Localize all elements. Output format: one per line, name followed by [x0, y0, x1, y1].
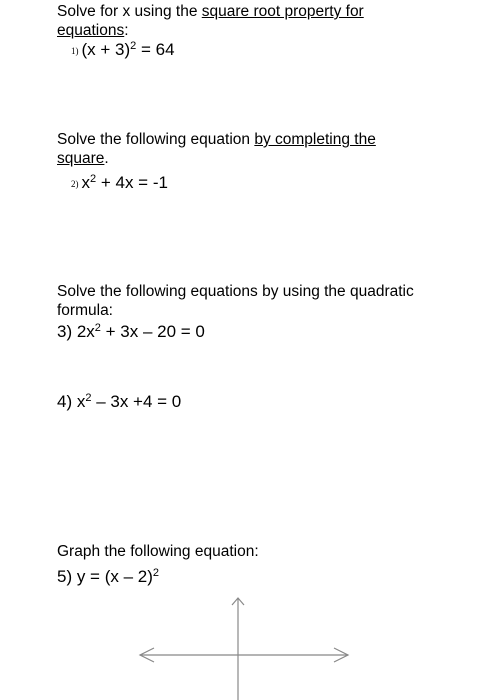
problem-5 — [57, 567, 159, 587]
completing-square-link: by completing the square — [57, 131, 376, 167]
exponent: 2 — [152, 567, 160, 579]
problem-2 — [71, 173, 168, 194]
exponent: 2 — [85, 392, 92, 404]
instruction-suffix: : — [124, 22, 129, 39]
instruction-text: Solve for x using the — [57, 3, 202, 20]
exponent: 2 — [94, 322, 101, 334]
completing-square-instruction — [57, 130, 417, 168]
instruction-text: Solve the following equation — [57, 131, 255, 148]
equation-prefix: 5) y = (x – 2) — [57, 567, 153, 586]
equation-base: (x + 3) — [81, 40, 131, 59]
problem-number: 1) — [71, 46, 79, 56]
square-root-instruction — [57, 2, 417, 40]
exponent: 2 — [130, 40, 137, 52]
problem-4 — [57, 392, 181, 412]
graph-instruction: Graph the following equation: — [57, 543, 259, 560]
problem-1 — [71, 40, 175, 61]
equation-rest: = 64 — [136, 40, 175, 59]
equation-base: x — [81, 173, 90, 192]
equation-prefix: 3) 2x — [57, 322, 95, 341]
coordinate-axes — [130, 590, 355, 700]
equation-rest: – 3x +4 = 0 — [91, 392, 182, 411]
equation-rest: + 3x – 20 = 0 — [100, 322, 205, 341]
equation-prefix: 4) x — [57, 392, 86, 411]
exponent: 2 — [90, 173, 97, 185]
quadratic-formula-instruction: Solve the following equations by using the quadratic formula: — [57, 283, 414, 319]
equation-rest: + 4x = -1 — [96, 173, 168, 192]
square-root-property-link: square root property for equations — [57, 3, 364, 39]
instruction-suffix: . — [104, 150, 109, 167]
problem-number: 2) — [71, 179, 79, 189]
problem-3 — [57, 322, 205, 342]
